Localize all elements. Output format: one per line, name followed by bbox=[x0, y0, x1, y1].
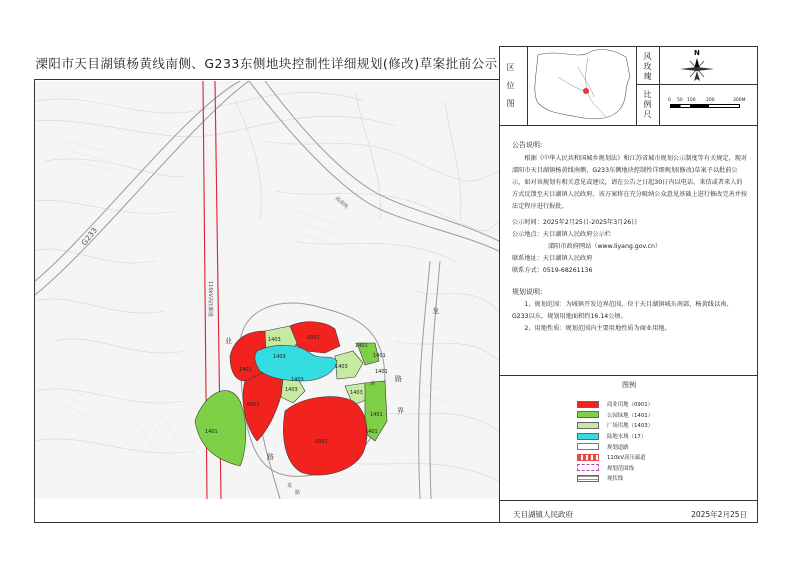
legend-item bbox=[577, 473, 653, 484]
notice-website[interactable]: 溧阳市政府网站（www.liyang.gov.cn） bbox=[548, 243, 662, 251]
land-use-map[interactable] bbox=[35, 81, 499, 499]
svg-text:1403: 1403 bbox=[350, 390, 363, 396]
parcel-red-south[interactable] bbox=[283, 397, 367, 475]
location-map-label: 区位图 bbox=[506, 63, 515, 117]
panel-divider bbox=[499, 46, 500, 523]
legend-item bbox=[577, 431, 653, 442]
notice-time: 公示时间：2025年2月25日-2025年3月26日 bbox=[512, 219, 638, 227]
legend-item bbox=[577, 441, 653, 452]
svg-text:龙: 龙 bbox=[432, 307, 439, 315]
legend-item bbox=[577, 399, 653, 410]
legend-label: 公园绿地（1401） bbox=[607, 412, 654, 419]
svg-text:0901: 0901 bbox=[315, 439, 328, 445]
scale-tick: 0 bbox=[668, 98, 671, 103]
notice-heading: 公告说明: bbox=[512, 141, 543, 149]
legend-swatch bbox=[577, 454, 599, 461]
location-map[interactable] bbox=[528, 47, 635, 125]
svg-text:1403: 1403 bbox=[273, 354, 286, 360]
divider bbox=[636, 84, 758, 85]
legend-item bbox=[577, 463, 653, 474]
svg-text:0901: 0901 bbox=[247, 402, 260, 408]
svg-text:龙: 龙 bbox=[287, 483, 293, 489]
legend-swatch bbox=[577, 422, 599, 429]
svg-text:1401: 1401 bbox=[373, 353, 386, 359]
scale-label: 比例尺 bbox=[643, 89, 652, 120]
planning-item-2: 2、用地性质：规划范围内主要用地性质为商业用地。 bbox=[524, 325, 671, 333]
scale-tick: 50 bbox=[677, 98, 683, 103]
svg-text:0901: 0901 bbox=[307, 335, 320, 341]
notice-body: 根据《中华人民共和国城乡规划法》和江苏省城市规划公示制度等有关规定，现对溧阳市天目湖镇杨黄线南侧、G233东侧地块控制性详细规划(修改)草案予以批前公示，如对该规划有相关意见或建议，请在公告之日起30日内以电话、来信或者来人的方式反馈至天目湖镇人民政府。该方案将在充分吸纳公众意见基础上进行修改完善并按法定程序进行报批。 bbox=[512, 154, 748, 211]
legend-swatch bbox=[577, 433, 599, 440]
svg-text:1401: 1401 bbox=[365, 429, 378, 435]
legend-label: 110kV高压廊道 bbox=[607, 455, 646, 462]
legend-label: 规划道路 bbox=[607, 444, 629, 451]
title-bar bbox=[34, 46, 499, 80]
page-title: 溧阳市天目湖镇杨黄线南侧、G233东侧地块控制性详细规划(修改)草案批前公示 bbox=[35, 55, 498, 71]
divider bbox=[636, 46, 637, 125]
legend-swatch bbox=[577, 443, 599, 450]
yanghuang-label: 杨黄线 bbox=[333, 195, 350, 211]
map-panel[interactable] bbox=[35, 81, 499, 499]
legend-label: 广场用地（1403） bbox=[607, 423, 654, 430]
legend-title: 图例 bbox=[622, 381, 636, 389]
notice-place: 公示地点：天目湖镇人民政府公示栏 bbox=[512, 231, 611, 239]
footer-org: 天目湖镇人民政府 bbox=[513, 510, 573, 519]
divider bbox=[499, 375, 758, 376]
legend-label: 陆地水域（17） bbox=[607, 434, 647, 441]
svg-text:1403: 1403 bbox=[285, 387, 298, 393]
legend-label: 现状线 bbox=[607, 476, 624, 483]
compass-rose bbox=[660, 47, 758, 84]
g233-label: G233 bbox=[79, 225, 99, 248]
svg-text:1401: 1401 bbox=[239, 367, 252, 373]
scale-tick: 300M bbox=[733, 98, 746, 103]
legend-item bbox=[577, 410, 653, 421]
svg-text:路: 路 bbox=[267, 453, 274, 461]
compass-label: 风玫瑰 bbox=[643, 52, 652, 82]
legend-swatch bbox=[577, 475, 599, 482]
legend-label: 商业用地（0901） bbox=[607, 402, 654, 409]
scale-bar bbox=[670, 104, 740, 108]
svg-text:1403: 1403 bbox=[291, 377, 304, 383]
svg-text:1401: 1401 bbox=[205, 429, 218, 435]
notice-panel bbox=[512, 139, 748, 336]
svg-text:界: 界 bbox=[397, 407, 404, 415]
notice-address: 联系地址：天目湖镇人民政府 bbox=[512, 255, 593, 263]
svg-text:路: 路 bbox=[395, 375, 402, 383]
legend-swatch bbox=[577, 411, 599, 418]
planning-heading: 规划说明： bbox=[512, 287, 547, 296]
svg-text:业: 业 bbox=[225, 337, 232, 345]
svg-text:1403: 1403 bbox=[335, 364, 348, 370]
scale-tick: 100 bbox=[687, 98, 696, 103]
svg-text:1401: 1401 bbox=[375, 369, 388, 375]
legend-swatch bbox=[577, 401, 599, 408]
legend-item bbox=[577, 452, 653, 463]
footer-date: 2025年2月25日 bbox=[691, 510, 747, 519]
svg-text:路: 路 bbox=[295, 490, 301, 496]
north-label: N bbox=[694, 49, 700, 57]
svg-text:1401: 1401 bbox=[370, 412, 383, 418]
legend-item bbox=[577, 420, 653, 431]
divider bbox=[499, 500, 758, 501]
notice-phone: 联系方式：0519-68261136 bbox=[512, 267, 593, 275]
planning-item-1: 1、规划范围：为城镇开发边界范围，位于天目湖镇城东南部，杨黄线以南、G233以东，规划用地面积约16.14公顷。 bbox=[512, 301, 733, 321]
legend-label: 规划范围线 bbox=[607, 465, 634, 472]
scale-tick: 200 bbox=[706, 98, 715, 103]
legend-swatch bbox=[577, 464, 599, 471]
svg-text:湖: 湖 bbox=[370, 381, 376, 387]
divider bbox=[499, 125, 758, 126]
svg-text:1403: 1403 bbox=[268, 337, 281, 343]
hv-label: 110kV高压廊道 bbox=[207, 281, 213, 317]
svg-text:1401: 1401 bbox=[355, 343, 368, 349]
legend bbox=[577, 399, 653, 484]
